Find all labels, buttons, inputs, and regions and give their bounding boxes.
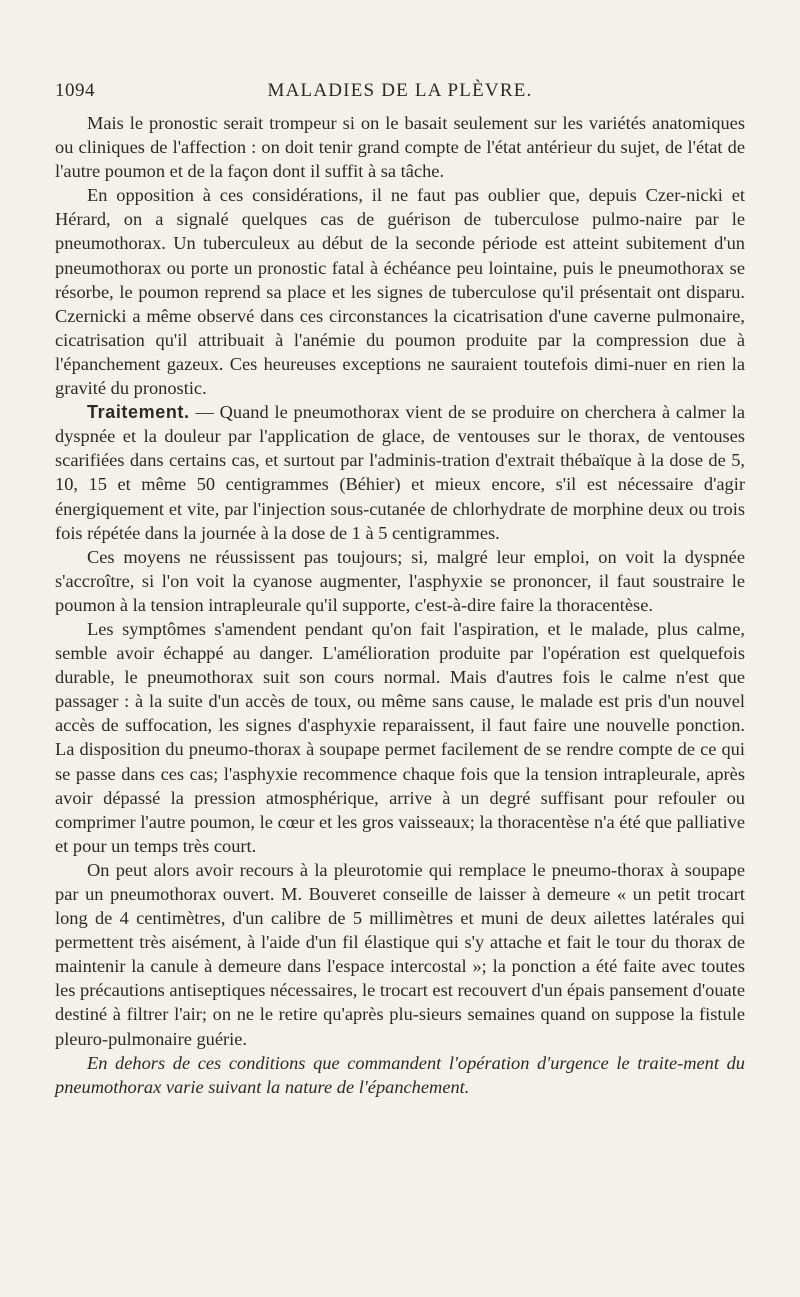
paragraph-italic-note: En dehors de ces conditions que commandent l'opération d'urgence le traite-ment du pneumothorax varie suivant la nature de l'épanchement. bbox=[55, 1052, 745, 1097]
paragraph-prognosis: Mais le pronostic serait trompeur si on le basait seulement sur les variétés anatomiques ou cliniques de l'affection : on doit tenir grand compte de l'état antérieur du sujet, de l'état de l'autre poumon et de la façon dont il suffit à sa tâche. bbox=[55, 113, 745, 182]
paragraph-pleurotomy: On peut alors avoir recours à la pleurotomie qui remplace le pneumo-thorax à soupape par un pneumothorax ouvert. M. Bouveret conseille de laisser à demeure « un petit trocart long de 4 centimètres, d'un calibre de 5 millimètres et muni de deux ailettes latérales qui permettent très aisément, à l'aide d'un fil élastique qui s'y attache et fait le tour du thorax de maintenir la canule à demeure dans l'espace intercostal »; la ponction a été faite avec toutes les précautions antiseptiques nécessaires, le trocart est recouvert d'un épais pansement d'ouate destiné à filtrer l'air; on ne le retire qu'après plu-sieurs semaines quand on suppose la fistule pleuro-pulmonaire guérie. bbox=[55, 859, 745, 1049]
page-header bbox=[55, 80, 745, 106]
paragraph-opposition: En opposition à ces considérations, il ne faut pas oublier que, depuis Czer-nicki et Hérard, on a signalé quelques cas de guérison de tuberculose pulmo-naire par le pneumothorax. Un tuberculeux au début de la seconde période est atteint subitement d'un pneumothorax ou porte un pronostic fatal à échéance peu lointaine, puis le pneumothorax se résorbe, le poumon reprend sa place et les signes de tuberculose qu'il présentait ont disparu. Czernicki a même observé dans ces circonstances la cicatrisation d'une caverne pulmonaire, cicatrisation qu'il attribuait à l'anémie du poumon produite par la compression due à l'épanchement gazeux. Ces heureuses exceptions ne sauraient toutefois dimi-nuer en rien la gravité du pronostic. bbox=[55, 185, 745, 399]
section-heading-traitement: Traitement. bbox=[87, 402, 190, 423]
paragraph-means: Ces moyens ne réussissent pas toujours; si, malgré leur emploi, on voit la dyspnée s'accroître, si l'on voit la cyanose augmenter, l'asphyxie se prononcer, il faut soustraire le poumon à la tension intrapleurale qu'il supporte, c'est-à-dire faire la thoracentèse. bbox=[55, 546, 745, 615]
paragraph-treatment-text: — Quand le pneumothorax vient de se produire on cherchera à calmer la dyspnée et la douleur par l'application de glace, de ventouses sur le thorax, de ventouses scarifiées dans certains cas, et surtout par l'adminis-tration d'extrait thébaïque à la dose de 5, 10, 15 et même 50 centigrammes (Béhier) et mieux encore, s'il est nécessaire d'agir énergiquement et vite, par l'injection sous-cutanée de chlorhydrate de morphine deux ou trois fois répétée dans la journée à la dose de 1 à 5 centigrammes. bbox=[55, 402, 745, 543]
running-title: MALADIES DE LA PLÈVRE. bbox=[267, 80, 533, 101]
body-text bbox=[55, 111, 745, 1099]
paragraph-symptoms: Les symptômes s'amendent pendant qu'on fait l'aspiration, et le malade, plus calme, semble avoir échappé au danger. L'amélioration produite par l'opération est quelquefois durable, le pneumothorax suit son cours normal. Mais d'autres fois le calme n'est que passager : à la suite d'un accès de toux, ou même sans cause, le malade est pris d'un nouvel accès de suffocation, les signes d'asphyxie reparaissent, il faut faire une nouvelle ponction. La disposition du pneumo-thorax à soupape permet facilement de se rendre compte de ce qui se passe dans ces cas; l'asphyxie recommence chaque fois que la tension intrapleurale, après avoir dépassé la pression atmosphérique, arrive à un degré suffisant pour refouler ou comprimer l'autre poumon, le cœur et les gros vaisseaux; la thoracentèse n'a été que palliative et pour un temps très court. bbox=[55, 618, 745, 856]
paragraph-treatment bbox=[55, 400, 745, 545]
page-number: 1094 bbox=[55, 80, 95, 101]
